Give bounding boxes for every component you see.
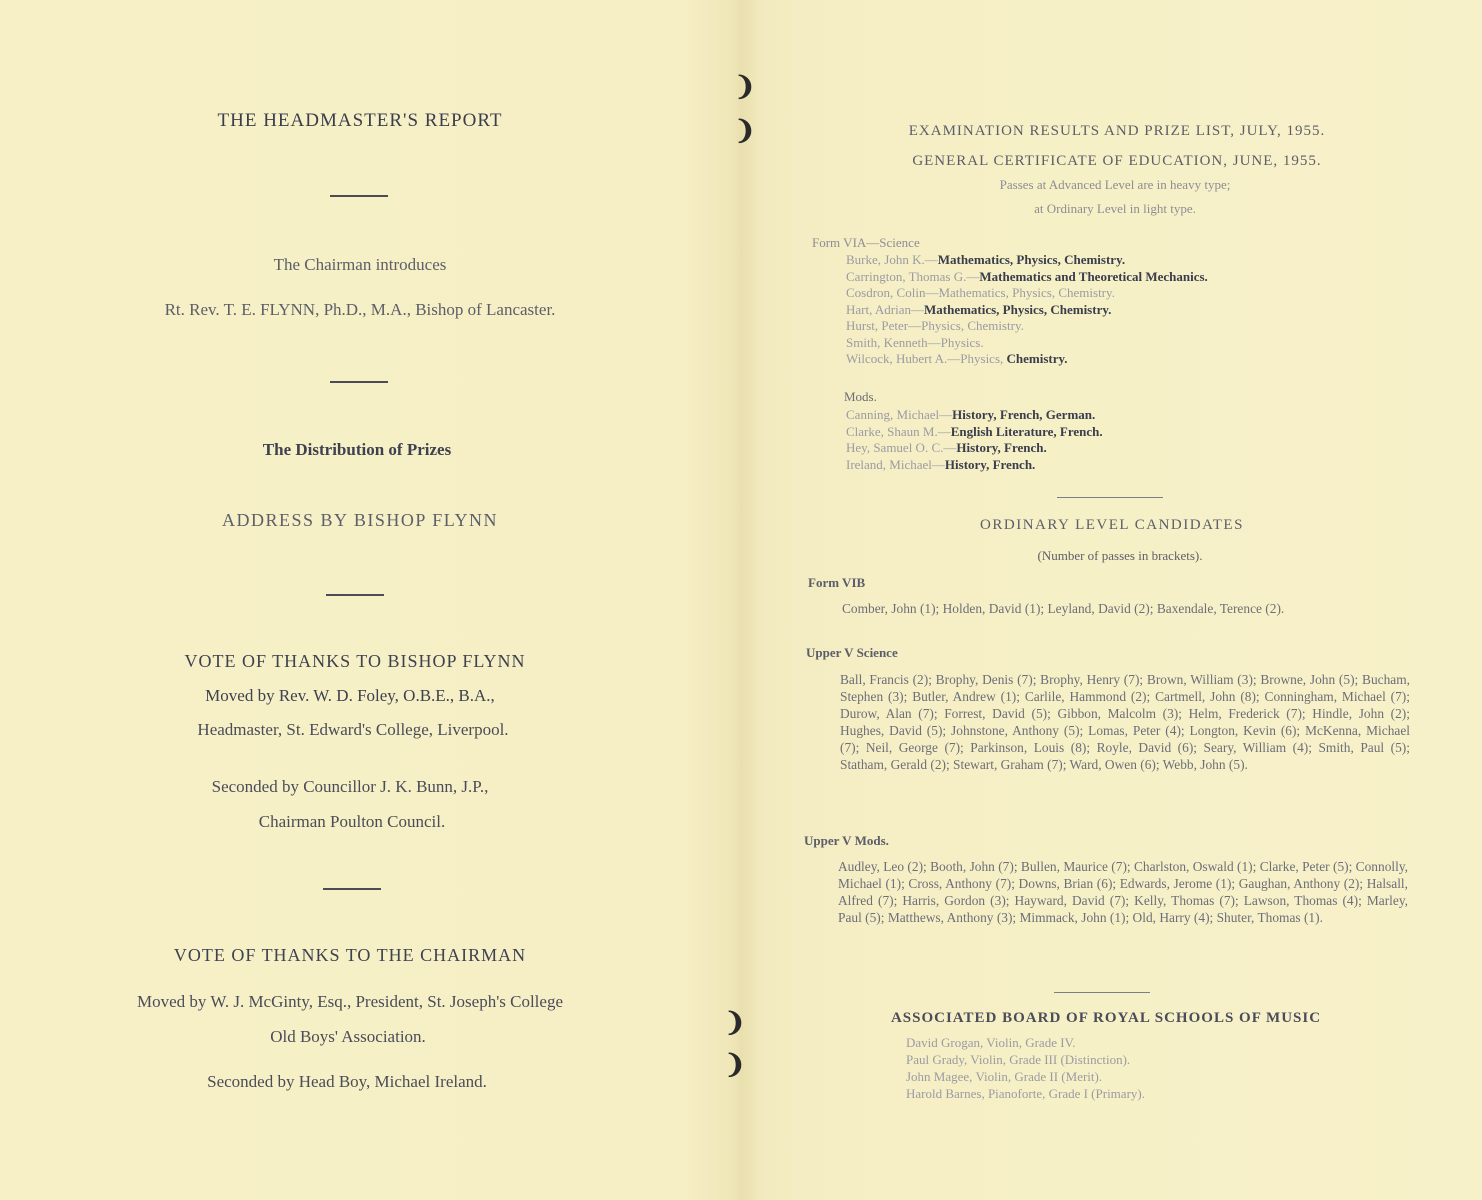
type-note-2: at Ordinary Level in light type.	[1034, 201, 1196, 216]
list-item: Wilcock, Hubert A.—Physics, Chemistry.	[846, 351, 1068, 366]
divider	[323, 888, 381, 890]
type-note-1: Passes at Advanced Level are in heavy type;	[999, 177, 1231, 192]
vote-thanks-chairman-moved-2: Old Boys' Association.	[270, 1027, 426, 1046]
list-item: John Magee, Violin, Grade II (Merit).	[906, 1069, 1103, 1084]
address-heading: ADDRESS BY BISHOP FLYNN	[222, 510, 498, 530]
chairman-intro: The Chairman introduces	[273, 255, 447, 274]
form-6a-heading: Form VIA—Science	[812, 235, 920, 250]
upper-5-science-heading: Upper V Science	[806, 645, 898, 660]
form-6a-list	[846, 252, 1208, 368]
list-item: Burke, John K.—Mathematics, Physics, Chemistry.	[846, 252, 1126, 267]
vote-thanks-bishop-seconded: Seconded by Councillor J. K. Bunn, J.P.,	[211, 777, 489, 796]
vote-thanks-bishop-title: VOTE OF THANKS TO BISHOP FLYNN	[184, 651, 526, 671]
list-item: Hart, Adrian—Mathematics, Physics, Chemistry.	[846, 301, 1112, 317]
distribution-of-prizes: The Distribution of Prizes	[262, 440, 452, 459]
ordinary-level-heading: ORDINARY LEVEL CANDIDATES	[980, 517, 1244, 533]
vote-thanks-bishop-seconded-2: Chairman Poulton Council.	[258, 812, 446, 831]
headmaster-report-title: THE HEADMASTER'S REPORT	[217, 110, 503, 131]
list-item: David Grogan, Violin, Grade IV.	[906, 1035, 1076, 1050]
list-item: Canning, Michael—History, French, German.	[846, 407, 1096, 422]
divider	[326, 594, 384, 596]
mods-list	[846, 407, 1103, 473]
vote-thanks-chairman-seconded: Seconded by Head Boy, Michael Ireland.	[207, 1072, 487, 1091]
divider	[1057, 497, 1163, 498]
list-item: Cosdron, Colin—Mathematics, Physics, Chemistry.	[846, 285, 1115, 300]
upper-5-mods-text: Audley, Leo (2); Booth, John (7); Bullen, Maurice (7); Charlston, Oswald (1); Clarke, Peter (5); Connolly, Michael (1); Cross, Anthony (7); Downs, Brian (6); Edwards, Jerome (1); Gaughan, Anthony (2); Halsall, Alfred (7); Harris, Gordon (3); Hayward, David (7); Kelly, Thomas (7); Lawson, Thomas (4); Marley, Paul (5); Matthews, Anthony (3); Mimmack, John (1); Old, Harry (4); Shuter, Thomas (1).	[838, 859, 1408, 925]
bishop-name: Rt. Rev. T. E. FLYNN, Ph.D., M.A., Bishop of Lancaster.	[164, 300, 556, 319]
upper-5-science-text: Ball, Francis (2); Brophy, Denis (7); Brophy, Henry (7); Brown, William (3); Browne, John (5); Bucham, Stephen (3); Butler, Andrew (1); Carlile, Hammond (2); Cartmell, John (8); Conningham, Michael (7); Durow, Alan (7); Forrest, David (5); Gibbon, Malcolm (3); Helm, Frederick (7); Hindle, John (2); Hughes, David (5); Johnstone, Anthony (5); Lomas, Peter (4); Longton, Kevin (6); McKenna, Michael (7); Neil, George (7); Parkinson, Louis (8); Royle, David (6); Seary, William (4); Smith, Paul (5); Statham, Gerald (2); Stewart, Graham (7); Ward, Owen (6); Webb, John (5).	[840, 672, 1410, 772]
divider	[1054, 992, 1150, 993]
divider	[330, 381, 388, 383]
list-item: Hey, Samuel O. C.—History, French.	[846, 440, 1047, 455]
form-6b-heading: Form VIB	[808, 575, 866, 590]
form-6b-text: Comber, John (1); Holden, David (1); Leyland, David (2); Baxendale, Terence (2).	[842, 601, 1285, 616]
list-item: Harold Barnes, Pianoforte, Grade I (Primary).	[906, 1086, 1145, 1101]
ordinary-level-note: (Number of passes in brackets).	[1037, 548, 1203, 563]
left-page	[0, 0, 728, 1200]
music-heading: ASSOCIATED BOARD OF ROYAL SCHOOLS OF MUSIC	[890, 1010, 1322, 1026]
staple-top-2: ❩	[734, 116, 756, 145]
list-item: Smith, Kenneth—Physics.	[846, 334, 984, 350]
vote-thanks-bishop-moved-2: Headmaster, St. Edward's College, Liverpool.	[197, 720, 509, 739]
vote-thanks-chairman-title: VOTE OF THANKS TO THE CHAIRMAN	[173, 945, 527, 965]
mods-heading: Mods.	[844, 389, 877, 404]
exam-results-title: EXAMINATION RESULTS AND PRIZE LIST, JULY, 1955.	[908, 123, 1326, 139]
list-item: Paul Grady, Violin, Grade III (Distinction).	[906, 1052, 1131, 1067]
list-item: Clarke, Shaun M.—English Literature, French.	[846, 423, 1103, 439]
right-page	[752, 0, 1482, 1200]
staple-top-1: ❩	[734, 72, 756, 101]
staple-bottom-1: ❩	[724, 1008, 746, 1037]
list-item: Ireland, Michael—History, French.	[846, 456, 1036, 472]
divider	[330, 195, 388, 197]
staple-bottom-2: ❩	[724, 1050, 746, 1079]
upper-5-mods-heading: Upper V Mods.	[804, 833, 889, 848]
list-item: Carrington, Thomas G.—Mathematics and Theoretical Mechanics.	[846, 268, 1208, 284]
vote-thanks-bishop-moved: Moved by Rev. W. D. Foley, O.B.E., B.A.,	[205, 686, 495, 705]
music-list	[906, 1034, 1145, 1102]
vote-thanks-chairman-moved: Moved by W. J. McGinty, Esq., President, St. Joseph's College	[136, 992, 563, 1011]
list-item: Hurst, Peter—Physics, Chemistry.	[846, 318, 1024, 333]
gce-title: GENERAL CERTIFICATE OF EDUCATION, JUNE, 1955.	[912, 153, 1322, 169]
